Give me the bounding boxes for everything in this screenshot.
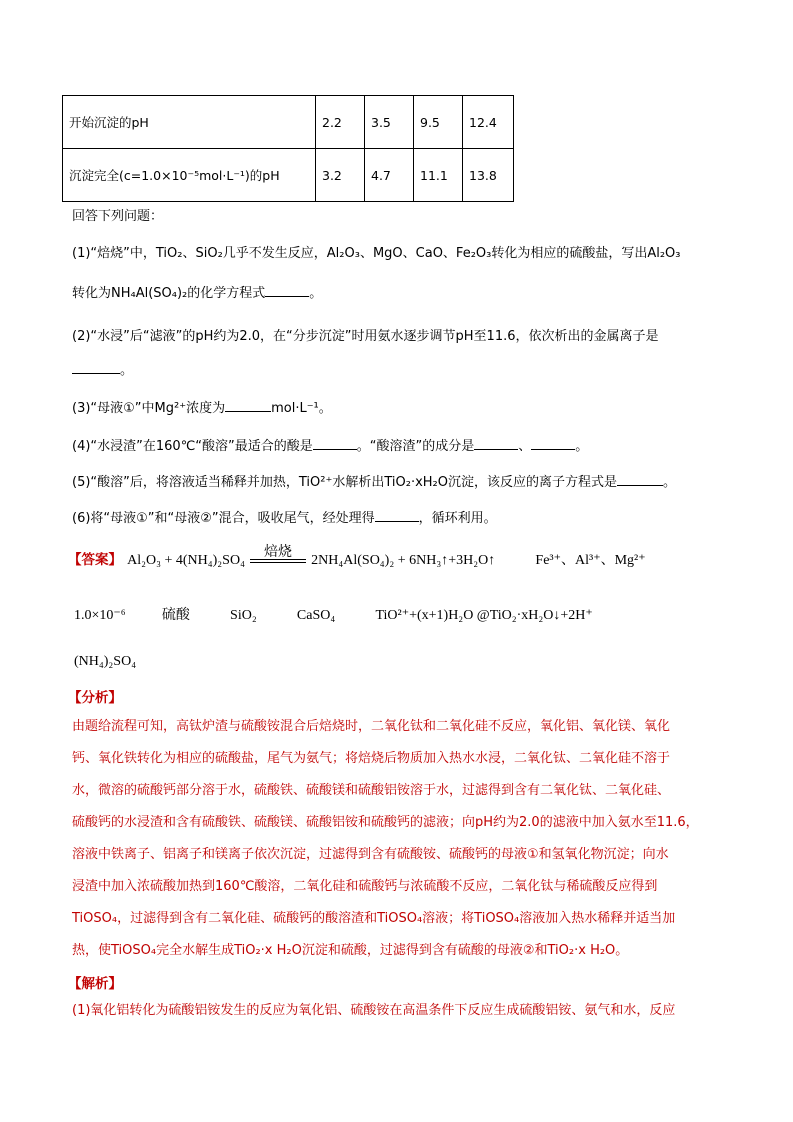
table-cell: 9.5: [414, 96, 463, 149]
question-6-end: ，循环利用。: [418, 511, 497, 526]
analysis-line: 由题给流程可知，高钛炉渣与硫酸铵混合后焙烧时，二氧化钛和二氧化硅不反应，氧化铝、氧化镁、氧化: [72, 719, 671, 734]
question-6-text: (6)将“母液①”和“母液②”混合，吸收尾气，经处理得: [72, 511, 375, 526]
answer-blank: [474, 449, 518, 450]
answer-blank: [225, 411, 271, 412]
answer-blank: [72, 373, 120, 374]
analysis-line: 浸渣中加入浓硫酸加热到160℃酸溶，二氧化硅和硫酸钙与浓硫酸不反应，二氧化钛与稀硫酸反应得到: [72, 879, 658, 894]
row-label: 开始沉淀的pH: [63, 96, 316, 149]
table-cell: 2.2: [316, 96, 365, 149]
question-5-end: 。: [663, 475, 677, 490]
analysis-line: 溶液中铁离子、铝离子和镁离子依次沉淀，过滤得到含有硫酸铵、硫酸钙的母液①和氢氧化物沉淀；向水: [72, 847, 669, 862]
table-cell: 3.2: [316, 149, 365, 202]
question-1-line-2: [72, 285, 322, 303]
analysis-heading: [68, 686, 718, 706]
answer-line-1: [68, 545, 718, 569]
answer-residue-2: CaSO₄: [296, 608, 336, 623]
table-cell: 3.5: [365, 96, 414, 149]
answer-blank: [375, 521, 419, 522]
question-4-end: 。: [575, 439, 589, 454]
question-3-unit: mol·L⁻¹。: [271, 401, 332, 416]
answer-blank: [531, 449, 575, 450]
answer-equation-left: Al₂O₃ + 4(NH₄)₂SO₄: [127, 553, 245, 568]
question-4-text: (4)“水浸渣”在160℃“酸溶”最适合的酸是: [72, 439, 313, 454]
ph-table: [62, 95, 514, 202]
analysis-line: TiOSO₄，过滤得到含有二氧化硅、硫酸钙的酸溶渣和TiOSO₄溶液；将TiOSO₄溶液加入热水稀释并适当加: [72, 911, 676, 926]
question-2-end: 。: [120, 363, 134, 378]
answer-blank: [265, 296, 309, 297]
question-2-line-2: [72, 362, 133, 380]
table-cell: 12.4: [463, 96, 514, 149]
question-4-mid: 。“酸溶渣”的成分是: [356, 439, 475, 454]
question-3-text: (3)“母液①”中Mg²⁺浓度为: [72, 401, 226, 416]
row-label: 沉淀完全(c=1.0×10⁻⁵mol·L⁻¹)的pH: [63, 149, 316, 202]
answer-blank: [313, 449, 357, 450]
answer-equation-right: 2NH₄Al(SO₄)₂ + 6NH₃↑+3H₂O↑: [311, 553, 496, 568]
answer-line-3: [74, 650, 724, 670]
answer-tag: 【答案】: [68, 552, 122, 568]
reaction-condition-text: 焙烧: [264, 545, 293, 560]
question-6: [72, 510, 497, 528]
answer-ions: Fe³⁺、Al³⁺、Mg²⁺: [535, 553, 646, 568]
answer-product: (NH₄)₂SO₄: [74, 654, 137, 669]
analysis-tag: 【分析】: [68, 690, 122, 706]
question-5: [72, 474, 676, 492]
analysis-line: 钙、氧化铁转化为相应的硫酸盐，尾气为氨气；将焙烧后物质加入热水水浸，二氧化钛、二氧化硅不溶于: [72, 751, 671, 766]
analysis-line: 硫酸钙的水浸渣和含有硫酸铁、硫酸镁、硫酸铝铵和硫酸钙的滤液；向pH约为2.0的滤液中加入氨水至11.6，: [72, 815, 699, 830]
questions-intro: 回答下列问题：: [72, 209, 164, 224]
table-row: [63, 149, 514, 202]
question-4: [72, 438, 588, 456]
solution-heading: [68, 972, 718, 992]
analysis-line: 水，微溶的硫酸钙部分溶于水，硫酸铁、硫酸镁和硫酸铝铵溶于水，过滤得到含有二氧化钛、二氧化硅、: [72, 783, 671, 798]
answer-blank: [617, 485, 663, 486]
question-5-text: (5)“酸溶”后，将溶液适当稀释并加热，TiO²⁺水解析出TiO₂·xH₂O沉淀，该反应的离子方程式是: [72, 475, 617, 490]
question-1-line-1: (1)“焙烧”中，TiO₂、SiO₂几乎不发生反应，Al₂O₃、MgO、CaO、Fe₂O₃转化为相应的硫酸盐，写出Al₂O₃: [72, 246, 681, 261]
question-3: [72, 400, 332, 418]
answer-acid: 硫酸: [161, 608, 190, 623]
answer-line-2: [74, 604, 724, 624]
table-cell: 11.1: [414, 149, 463, 202]
solution-tag: 【解析】: [68, 976, 122, 992]
answer-concentration: 1.0×10⁻⁶: [74, 608, 126, 623]
reaction-condition: [250, 545, 306, 569]
question-1-text: 转化为NH₄Al(SO₄)₂的化学方程式: [72, 286, 266, 301]
table-cell: 4.7: [365, 149, 414, 202]
question-2-line-1: (2)“水浸”后“滤液”的pH约为2.0，在“分步沉淀”时用氨水逐步调节pH至11.6，依次析出的金属离子是: [72, 329, 659, 344]
question-4-sep: 、: [518, 439, 532, 454]
solution-line: (1)氧化铝转化为硫酸铝铵发生的反应为氧化铝、硫酸铵在高温条件下反应生成硫酸铝铵、氨气和水，反应: [72, 1003, 676, 1018]
question-1-end: 。: [309, 286, 323, 301]
table-cell: 13.8: [463, 149, 514, 202]
answer-residue-1: SiO₂: [230, 608, 257, 623]
answer-ionic-equation: TiO²⁺+(x+1)H₂O @TiO₂·xH₂O↓+2H⁺: [375, 608, 593, 623]
table-row: [63, 96, 514, 149]
analysis-line: 热，使TiOSO₄完全水解生成TiO₂·x H₂O沉淀和硫酸，过滤得到含有硫酸的母液②和TiO₂·x H₂O。: [72, 943, 629, 958]
